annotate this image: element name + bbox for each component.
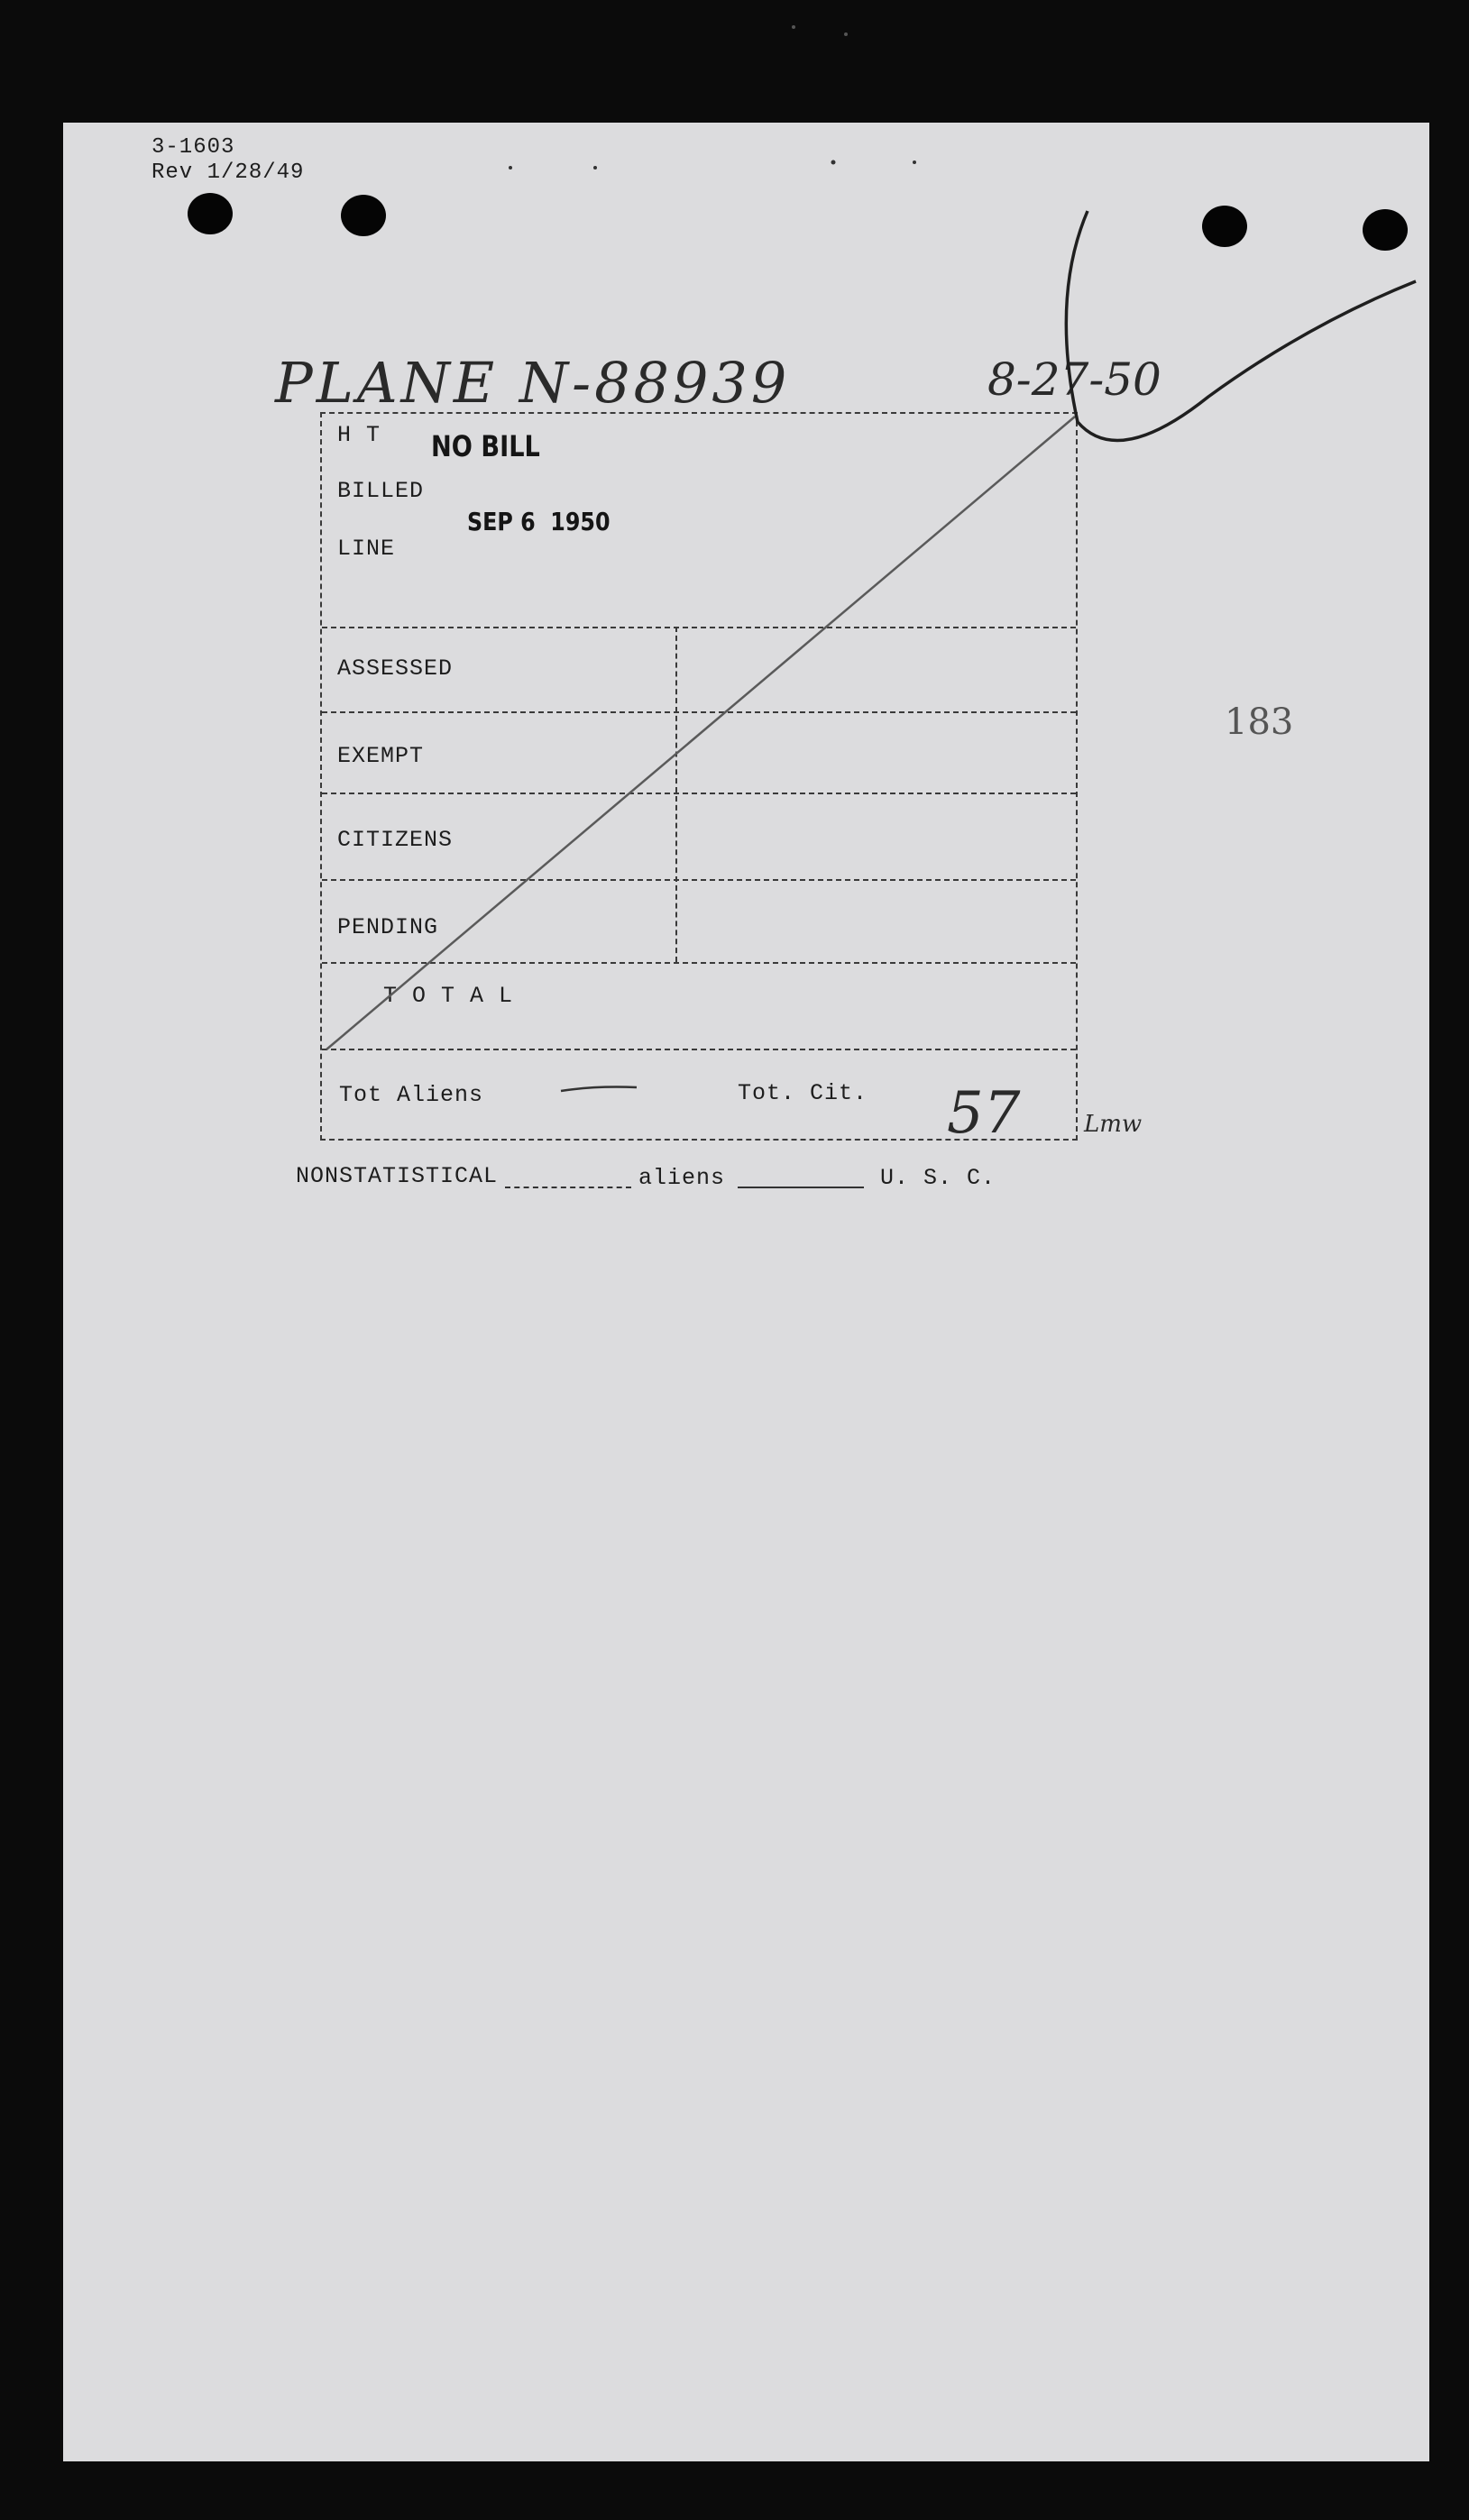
speck <box>831 160 836 165</box>
tot-cit-label: Tot. Cit. <box>738 1080 868 1106</box>
handwritten-initials: Lmw <box>1084 1111 1143 1138</box>
speck <box>844 32 848 36</box>
handwritten-date: 8-27-50 <box>987 353 1161 406</box>
speck <box>509 166 512 170</box>
exempt-label: EXEMPT <box>337 743 425 769</box>
assessed-label: ASSESSED <box>337 655 454 682</box>
date-stamp: SEP 6 1950 <box>467 507 611 536</box>
usc-label: U. S. C. <box>880 1165 996 1191</box>
billed-label: BILLED <box>337 478 425 504</box>
curve-stroke <box>1066 211 1416 440</box>
citizens-label: CITIZENS <box>337 827 454 853</box>
speck <box>792 25 795 29</box>
speck <box>913 160 916 164</box>
nonstatistical-label: NONSTATISTICAL <box>296 1163 499 1189</box>
diagonal-strike-line <box>326 417 1075 1049</box>
handwritten-plane-number: PLANE N-88939 <box>275 350 791 416</box>
no-bill-stamp: NO BILL <box>431 429 540 463</box>
form-number: 3-1603 <box>151 135 235 160</box>
pending-label: PENDING <box>337 914 439 940</box>
aliens-label: aliens <box>638 1165 726 1191</box>
form-revision: Rev 1/28/49 <box>151 160 305 185</box>
speck <box>593 166 597 170</box>
tot-aliens-label: Tot Aliens <box>339 1082 484 1108</box>
page-number: 183 <box>1225 701 1294 743</box>
line-label: LINE <box>337 536 396 562</box>
ht-label: H T <box>337 422 381 448</box>
dash-stroke <box>561 1087 637 1092</box>
total-label: T O T A L <box>383 983 514 1009</box>
handwritten-count: 57 <box>947 1080 1021 1147</box>
